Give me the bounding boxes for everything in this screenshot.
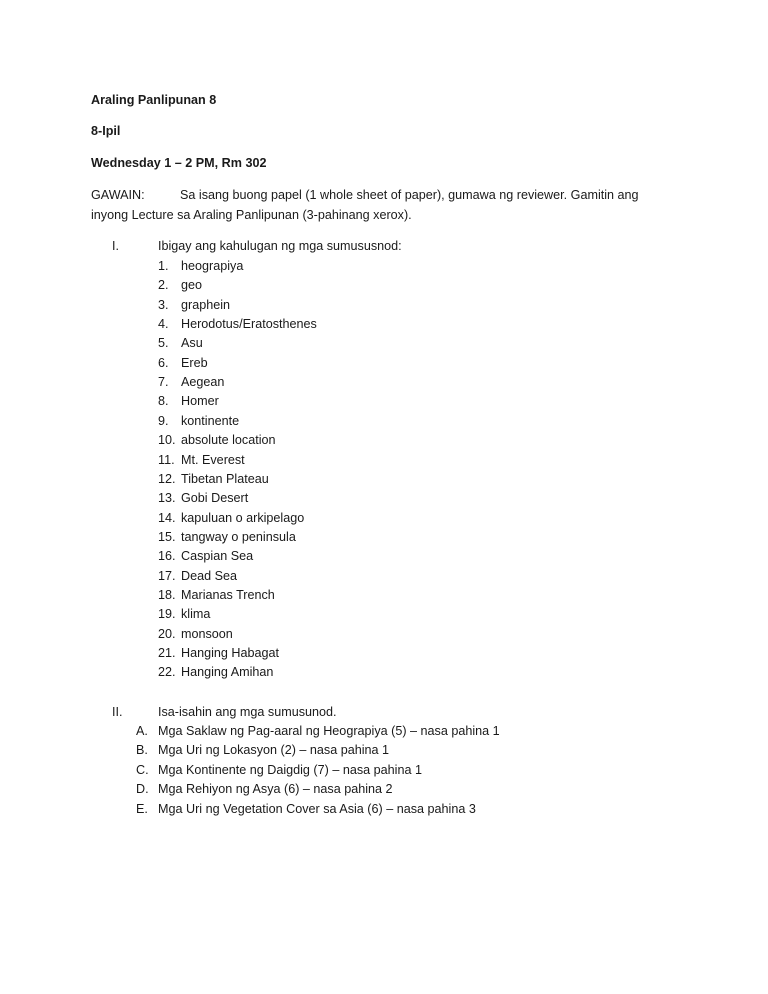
list-item-number: 11. — [158, 453, 175, 467]
list-item-number: 22. — [158, 665, 176, 679]
section-1-title: Ibigay ang kahulugan ng mga sumususnod: — [158, 239, 402, 253]
list-item: Hanging Amihan — [181, 665, 274, 679]
list-item-letter: D. — [136, 782, 149, 796]
list-item-number: 21. — [158, 646, 176, 660]
list-item-number: 13. — [158, 491, 176, 505]
list-item: Homer — [181, 394, 219, 408]
list-item: absolute location — [181, 433, 276, 447]
list-item: Ereb — [181, 356, 208, 370]
list-item: Caspian Sea — [181, 549, 254, 563]
list-item: Mga Kontinente ng Daigdig (7) – nasa pahina 1 — [158, 763, 422, 777]
list-item-number: 18. — [158, 588, 176, 602]
list-item: Gobi Desert — [181, 491, 249, 505]
list-item: monsoon — [181, 627, 233, 641]
list-item-number: 17. — [158, 569, 176, 583]
list-item: Marianas Trench — [181, 588, 275, 602]
list-item-number: 14. — [158, 511, 176, 525]
list-item: Asu — [181, 336, 203, 350]
list-item: kontinente — [181, 414, 240, 428]
list-item-number: 5. — [158, 336, 169, 350]
section-1-numeral: I. — [112, 239, 119, 253]
list-item-number: 16. — [158, 549, 176, 563]
task-line-2: inyong Lecture sa Araling Panlipunan (3-pahinang xerox). — [91, 208, 412, 222]
list-item-number: 3. — [158, 298, 169, 312]
list-item: geo — [181, 278, 203, 292]
task-label: GAWAIN: — [91, 188, 145, 202]
list-item-number: 15. — [158, 530, 176, 544]
list-item: Mga Uri ng Vegetation Cover sa Asia (6) – nasa pahina 3 — [158, 802, 476, 816]
list-item-number: 9. — [158, 414, 169, 428]
list-item-number: 6. — [158, 356, 169, 370]
list-item: Mga Uri ng Lokasyon (2) – nasa pahina 1 — [158, 743, 390, 757]
list-item: Mga Saklaw ng Pag-aaral ng Heograpiya (5) – nasa pahina 1 — [158, 724, 500, 738]
list-item: kapuluan o arkipelago — [181, 511, 305, 525]
list-item-letter: C. — [136, 763, 149, 777]
list-item: Herodotus/Eratosthenes — [181, 317, 317, 331]
section-2-numeral: II. — [112, 705, 123, 719]
task-line-1: Sa isang buong papel (1 whole sheet of paper), gumawa ng reviewer. Gamitin ang — [180, 188, 639, 202]
list-item: Hanging Habagat — [181, 646, 280, 660]
list-item: tangway o peninsula — [181, 530, 296, 544]
list-item-number: 10. — [158, 433, 176, 447]
section-name: 8-Ipil — [91, 124, 121, 138]
list-item-number: 7. — [158, 375, 169, 389]
list-item: Mt. Everest — [181, 453, 245, 467]
list-item-letter: B. — [136, 743, 148, 757]
schedule-line: Wednesday 1 – 2 PM, Rm 302 — [91, 156, 267, 170]
list-item-letter: A. — [136, 724, 148, 738]
list-item: Dead Sea — [181, 569, 238, 583]
list-item-number: 8. — [158, 394, 169, 408]
subject-title: Araling Panlipunan 8 — [91, 93, 217, 107]
list-item: Mga Rehiyon ng Asya (6) – nasa pahina 2 — [158, 782, 393, 796]
list-item: klima — [181, 607, 211, 621]
list-item-number: 4. — [158, 317, 169, 331]
list-item-number: 20. — [158, 627, 176, 641]
list-item-letter: E. — [136, 802, 148, 816]
list-item-number: 1. — [158, 259, 169, 273]
list-item: Aegean — [181, 375, 225, 389]
list-item-number: 12. — [158, 472, 176, 486]
list-item: graphein — [181, 298, 231, 312]
list-item-number: 19. — [158, 607, 176, 621]
list-item-number: 2. — [158, 278, 169, 292]
section-2-title: Isa-isahin ang mga sumusunod. — [158, 705, 337, 719]
list-item: heograpiya — [181, 259, 244, 273]
list-item: Tibetan Plateau — [181, 472, 269, 486]
